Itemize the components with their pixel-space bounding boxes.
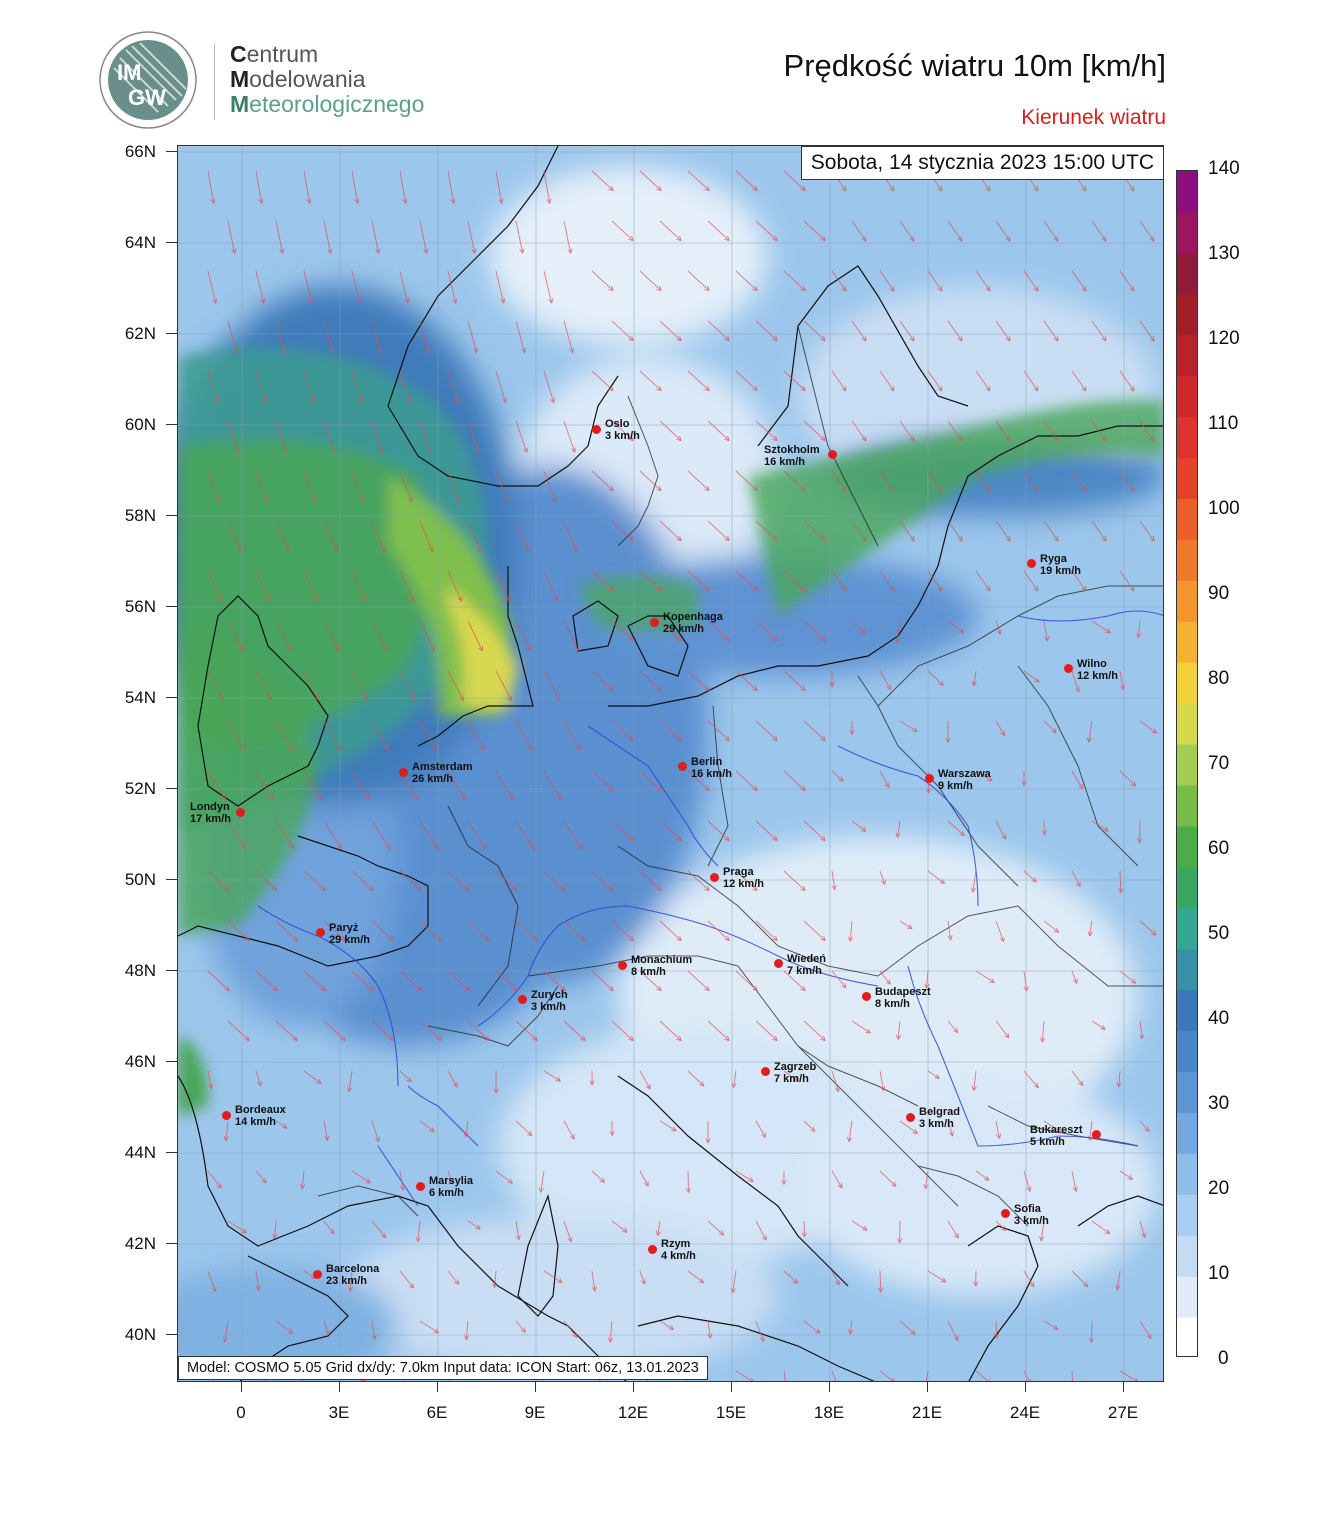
city-marker [1027,559,1036,568]
lon-label: 15E [715,1403,747,1422]
colorbar-band [1177,990,1198,1031]
lat-tick [166,1061,177,1062]
lon-label: 24E [1009,1403,1041,1422]
page-title: Prędkość wiatru 10m [km/h] [783,48,1166,83]
lat-label: 56N [124,597,156,616]
colorbar-label: 50 [1208,923,1230,944]
city-label [1030,1124,1083,1148]
city-name: Rzym [661,1238,691,1250]
city-name: Kopenhaga [663,611,723,623]
city-name: Zagrzeb [774,1061,817,1073]
city-wind-speed: 26 km/h [412,773,453,785]
lon-tick [1025,1382,1026,1392]
wind-map-canvas [178,146,1164,1382]
city-marker [862,992,871,1001]
city-marker [761,1067,770,1076]
lat-label: 64N [124,233,156,252]
city-label [663,611,723,635]
colorbar-band [1177,1317,1198,1357]
city-label [429,1175,473,1199]
org-line3-initial: M [230,91,250,117]
colorbar-label: 40 [1208,1008,1230,1029]
city-wind-speed: 29 km/h [329,934,370,946]
city-name: Monachium [631,954,693,966]
city-marker [236,808,245,817]
city-name: Londyn [190,801,230,813]
city-marker [518,995,527,1004]
city-wind-speed: 8 km/h [631,966,666,978]
city-wind-speed: 3 km/h [919,1118,954,1130]
lon-tick [1123,1382,1124,1392]
lat-label: 40N [124,1325,156,1344]
wind-arrow [1163,971,1164,993]
lat-tick [166,606,177,607]
lat-tick [166,788,177,789]
city-name: Budapeszt [875,986,931,998]
lat-label: 66N [124,142,156,161]
city-wind-speed: 5 km/h [1030,1136,1065,1148]
city-marker [399,768,408,777]
city-marker [828,450,837,459]
city-label [938,768,991,792]
colorbar-band [1177,253,1198,294]
lon-tick [535,1382,536,1392]
colorbar-band [1177,662,1198,703]
colorbar-label: 140 [1208,158,1240,179]
lon-tick [633,1382,634,1392]
colorbar-band [1177,744,1198,785]
lat-label: 54N [124,688,156,707]
city-marker [1001,1209,1010,1218]
org-line1-initial: C [230,41,247,67]
city-wind-speed: 29 km/h [663,623,704,635]
colorbar-label: 0 [1218,1348,1229,1369]
city-label [1077,658,1118,682]
colorbar-label: 30 [1208,1093,1230,1114]
city-wind-speed: 17 km/h [190,813,231,825]
lon-tick [927,1382,928,1392]
city-wind-speed: 7 km/h [787,965,822,977]
colorbar-label: 80 [1208,668,1230,689]
colorbar-label: 120 [1208,328,1240,349]
colorbar-band [1177,908,1198,949]
lat-label: 44N [124,1143,156,1162]
wind-map [177,145,1164,1382]
city-wind-speed: 3 km/h [1014,1215,1049,1227]
city-label [326,1263,379,1287]
city-label [1040,553,1081,577]
forecast-datetime: Sobota, 14 stycznia 2023 15:00 UTC [801,146,1164,180]
lat-label: 52N [124,779,156,798]
colorbar-band [1177,1031,1198,1072]
city-label [691,756,732,780]
lat-tick [166,1243,177,1244]
city-wind-speed: 6 km/h [429,1187,464,1199]
colorbar-band [1177,539,1198,580]
city-label [723,866,764,890]
colorbar-band [1177,1153,1198,1194]
city-marker [222,1111,231,1120]
colorbar-band [1177,212,1198,253]
colorbar-band [1177,376,1198,417]
lon-label: 3E [328,1403,350,1422]
city-label [787,953,826,977]
lat-tick [166,424,177,425]
city-marker [618,961,627,970]
city-wind-speed: 16 km/h [691,768,732,780]
city-label [235,1104,286,1128]
city-marker [316,928,325,937]
city-name: Praga [723,866,754,878]
org-line3-rest: eteorologicznego [249,91,425,117]
lon-tick [731,1382,732,1392]
colorbar-band [1177,1071,1198,1112]
city-name: Belgrad [919,1106,960,1118]
org-line1-rest: entrum [246,41,319,67]
lat-tick [166,151,177,152]
lat-tick [166,879,177,880]
city-name: Amsterdam [412,761,473,773]
city-wind-speed: 4 km/h [661,1250,696,1262]
colorbar-band [1177,621,1198,662]
lat-label: 58N [124,506,156,525]
lon-tick [241,1382,242,1392]
lon-label: 21E [911,1403,943,1422]
city-label [661,1238,696,1262]
city-label [412,761,473,785]
lat-label: 42N [124,1234,156,1253]
city-marker [1064,664,1073,673]
city-name: Bordeaux [235,1104,286,1116]
city-name: Paryż [329,922,359,934]
colorbar-label: 10 [1208,1263,1230,1284]
city-name: Wilno [1077,658,1107,670]
colorbar-label: 130 [1208,243,1240,264]
colorbar-label: 110 [1208,413,1239,434]
lat-label: 46N [124,1052,156,1071]
city-marker [648,1245,657,1254]
city-wind-speed: 19 km/h [1040,565,1081,577]
city-wind-speed: 12 km/h [1077,670,1118,682]
city-name: Wiedeń [787,953,827,965]
city-label [631,954,692,978]
lat-tick [166,970,177,971]
colorbar-band [1177,498,1198,539]
city-label [919,1106,960,1130]
colorbar-band [1177,335,1198,376]
city-label [329,922,370,946]
lon-tick [829,1382,830,1392]
city-marker [650,618,659,627]
colorbar-band [1177,1276,1198,1317]
city-name: Marsylia [429,1175,474,1187]
city-name: Oslo [605,418,630,430]
colorbar-label: 100 [1208,498,1240,519]
lat-tick [166,1334,177,1335]
colorbar-band [1177,171,1198,212]
org-line2-initial: M [230,66,250,92]
city-label [764,444,820,468]
lat-tick [166,1152,177,1153]
lat-tick [166,333,177,334]
lon-label: 6E [426,1403,448,1422]
lat-tick [166,697,177,698]
lat-tick [166,242,177,243]
city-marker [416,1182,425,1191]
city-name: Sztokholm [764,444,820,456]
city-marker [906,1113,915,1122]
colorbar-label: 90 [1208,583,1230,604]
colorbar-band [1177,294,1198,335]
page-subtitle: Kierunek wiatru [1021,106,1166,129]
colorbar-band [1177,458,1198,499]
lon-label: 9E [524,1403,546,1422]
logo-text-top: IM [117,60,142,85]
city-wind-speed: 7 km/h [774,1073,809,1085]
city-wind-speed: 14 km/h [235,1116,276,1128]
city-name: Bukareszt [1030,1124,1083,1136]
city-name: Ryga [1040,553,1067,565]
colorbar-band [1177,1194,1198,1235]
lon-label: 27E [1107,1403,1139,1422]
city-label [774,1061,816,1085]
city-wind-speed: 3 km/h [605,430,640,442]
city-wind-speed: 16 km/h [764,456,805,468]
lat-label: 48N [124,961,156,980]
logo-text-bottom: GW [128,85,166,110]
city-marker [710,873,719,882]
city-marker [1092,1130,1101,1139]
lon-label: 18E [813,1403,845,1422]
city-wind-speed: 8 km/h [875,998,910,1010]
city-wind-speed: 23 km/h [326,1275,367,1287]
city-wind-speed: 3 km/h [531,1001,566,1013]
colorbar [1176,170,1198,1357]
lon-tick [339,1382,340,1392]
city-name: Berlin [691,756,723,768]
city-marker [313,1270,322,1279]
city-marker [925,774,934,783]
city-label [190,801,231,825]
colorbar-band [1177,949,1198,990]
logo-divider [214,44,215,120]
city-marker [678,762,687,771]
colorbar-label: 60 [1208,838,1230,859]
city-name: Barcelona [326,1263,380,1275]
city-label [531,989,568,1013]
org-line2-rest: odelowania [249,66,366,92]
colorbar-band [1177,867,1198,908]
lat-tick [166,515,177,516]
city-marker [774,959,783,968]
colorbar-band [1177,580,1198,621]
colorbar-band [1177,1112,1198,1153]
lon-label: 0 [236,1403,246,1422]
organization-name [230,42,424,117]
colorbar-band [1177,1235,1198,1276]
city-marker [592,425,601,434]
city-name: Sofia [1014,1203,1041,1215]
city-label [1014,1203,1049,1227]
colorbar-band [1177,703,1198,744]
city-wind-speed: 12 km/h [723,878,764,890]
city-name: Zurych [531,989,568,1001]
lat-label: 50N [124,870,156,889]
colorbar-scale [1177,171,1198,1357]
city-label [605,418,640,442]
colorbar-band [1177,417,1198,458]
lon-tick [437,1382,438,1392]
lat-label: 60N [124,415,156,434]
city-wind-speed: 9 km/h [938,780,973,792]
city-name: Warszawa [938,768,991,780]
colorbar-band [1177,826,1198,867]
lat-label: 62N [124,324,156,343]
colorbar-label: 20 [1208,1178,1230,1199]
city-label [875,986,931,1010]
colorbar-label: 70 [1208,753,1230,774]
imgw-logo-emblem [96,30,206,130]
colorbar-band [1177,785,1198,826]
lon-label: 12E [617,1403,649,1422]
model-info: Model: COSMO 5.05 Grid dx/dy: 7.0km Input data: ICON Start: 06z, 13.01.2023 [178,1356,708,1380]
